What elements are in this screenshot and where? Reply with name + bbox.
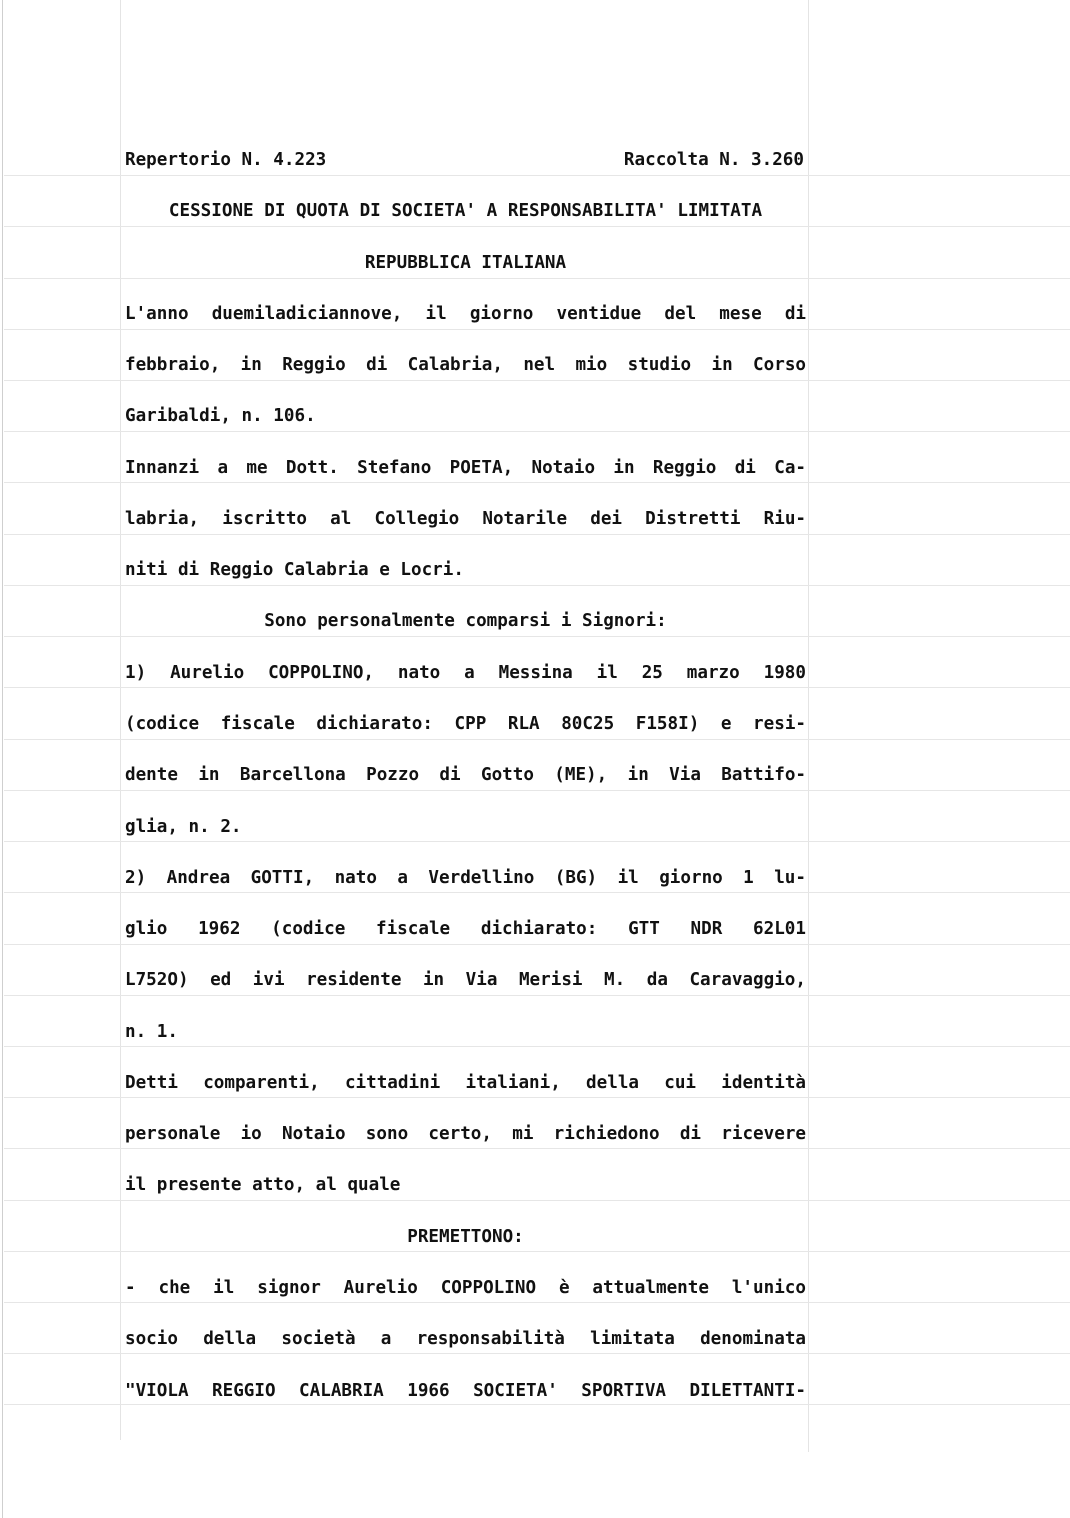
text-line: socio della società a responsabilità limitata denominata: [125, 1329, 806, 1349]
ruled-line: [4, 636, 1070, 637]
text-line: L752O) ed ivi residente in Via Merisi M. da Caravaggio,: [125, 970, 806, 990]
ruled-line: [4, 431, 1070, 432]
text-line: (codice fiscale dichiarato: CPP RLA 80C25 F158I) e resi-: [125, 714, 806, 734]
ruled-line: [4, 944, 1070, 945]
left-margin-line: [120, 0, 121, 1440]
republic-heading: REPUBBLICA ITALIANA: [364, 253, 567, 273]
text-line: niti di Reggio Calabria e Locri.: [125, 560, 464, 580]
text-line: il presente atto, al quale: [125, 1175, 401, 1195]
text-line: n. 1.: [125, 1022, 178, 1042]
text-line: glia, n. 2.: [125, 817, 242, 837]
text-line: labria, iscritto al Collegio Notarile dei Distretti Riu-: [125, 509, 806, 529]
text-line: L'anno duemiladiciannove, il giorno ventidue del mese di: [125, 304, 806, 324]
text-line: personale io Notaio sono certo, mi richiedono di ricevere: [125, 1124, 806, 1144]
ruled-line: [4, 278, 1070, 279]
ruled-line: [4, 1200, 1070, 1201]
text-line: glio 1962 (codice fiscale dichiarato: GTT NDR 62L01: [125, 919, 806, 939]
repertorio-number: Repertorio N. 4.223: [125, 150, 327, 170]
text-line: - che il signor Aurelio COPPOLINO è attualmente l'unico: [125, 1278, 806, 1298]
ruled-line: [4, 329, 1070, 330]
text-line: dente in Barcellona Pozzo di Gotto (ME), in Via Battifo-: [125, 765, 806, 785]
text-line: Garibaldi, n. 106.: [125, 406, 316, 426]
header-line: [125, 145, 806, 175]
text-line: Detti comparenti, cittadini italiani, della cui identità: [125, 1073, 806, 1093]
raccolta-number: Raccolta N. 3.260: [623, 150, 804, 170]
right-margin-line: [808, 0, 809, 1452]
ruled-line: [4, 739, 1070, 740]
ruled-line: [4, 790, 1070, 791]
text-line: 1) Aurelio COPPOLINO, nato a Messina il 25 marzo 1980: [125, 663, 806, 683]
text-line: Innanzi a me Dott. Stefano POETA, Notaio in Reggio di Ca-: [125, 458, 806, 478]
text-line: 2) Andrea GOTTI, nato a Verdellino (BG) il giorno 1 lu-: [125, 868, 806, 888]
premettono-heading: PREMETTONO:: [407, 1227, 524, 1247]
page-edge: [2, 0, 3, 1518]
ruled-line: [4, 534, 1070, 535]
text-line: febbraio, in Reggio di Calabria, nel mio studio in Corso: [125, 355, 806, 375]
ruled-line: [4, 380, 1070, 381]
parties-heading: Sono personalmente comparsi i Signori:: [264, 611, 667, 631]
ruled-line: [4, 585, 1070, 586]
ruled-line: [4, 995, 1070, 996]
text-line: "VIOLA REGGIO CALABRIA 1966 SOCIETA' SPORTIVA DILETTANTI-: [125, 1381, 806, 1401]
document-title: CESSIONE DI QUOTA DI SOCIETA' A RESPONSABILITA' LIMITATA: [168, 201, 763, 221]
ruled-line: [4, 175, 1070, 176]
ruled-line: [4, 226, 1070, 227]
